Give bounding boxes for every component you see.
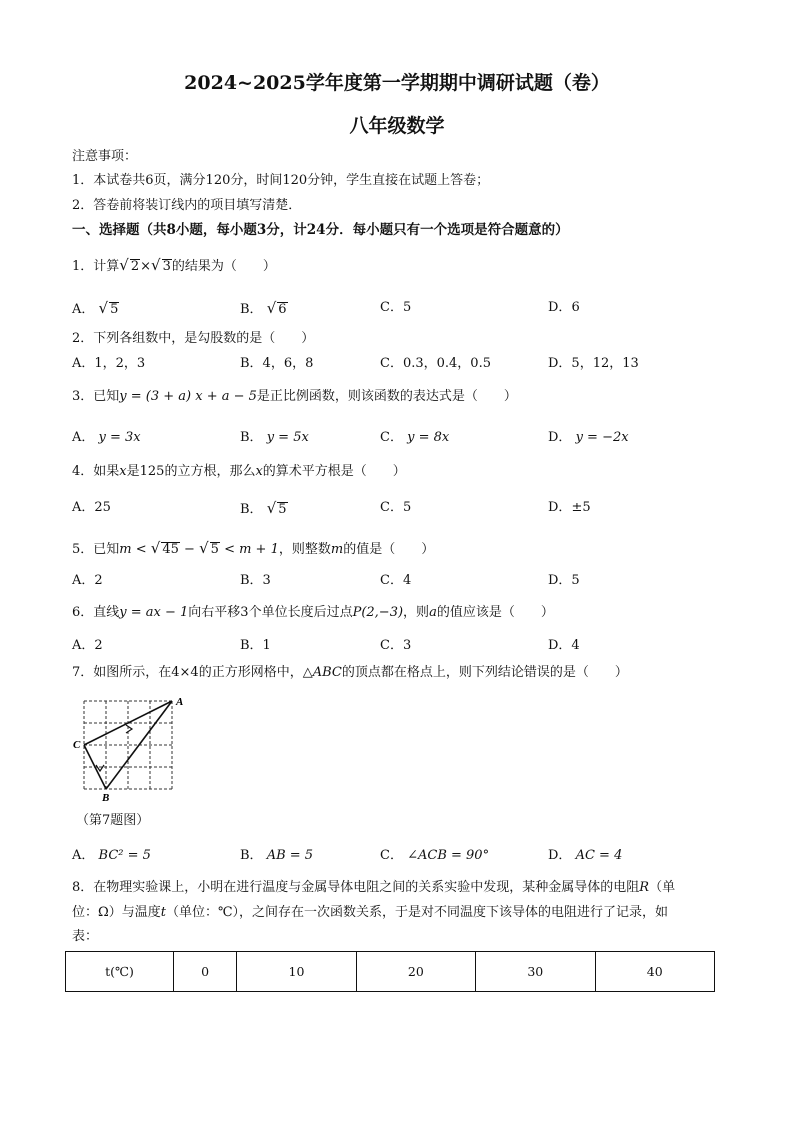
radicand: 3: [162, 259, 171, 274]
q1-option-d: D．6: [548, 300, 580, 315]
table-cell: 30: [476, 952, 595, 992]
question-8-line-2: 位：Ω）与温度t（单位：℃），之间存在一次函数关系，于是对不同温度下该导体的电阻进行了记录，如: [72, 905, 669, 920]
question-6-stem: 6．直线y = ax − 1向右平移3个单位长度后过点P(2,−3)，则a的值应该是（ ）: [72, 605, 554, 620]
triangle-grid-diagram: [70, 695, 200, 805]
q4-option-a: A．25: [72, 500, 111, 515]
q5-option-b: B．3: [240, 573, 271, 588]
table-row: [66, 952, 715, 992]
q2-option-a: A．1，2，3: [72, 356, 146, 371]
temperature-table: [65, 951, 715, 992]
grid-figure: [70, 695, 200, 805]
q5-option-a: A．2: [72, 573, 103, 588]
q6-option-d: D．4: [548, 638, 580, 653]
q6-option-a: A．2: [72, 638, 103, 653]
question-4-stem: 4．如果x是125的立方根，那么x的算术平方根是（ ）: [72, 464, 406, 479]
q4-option-c: C．5: [380, 500, 412, 515]
radicand: 2: [130, 259, 140, 274]
q3-option-c: C． y = 8x: [380, 430, 450, 445]
section-heading: 一、选择题（共8小题，每小题3分，计24分．每小题只有一个选项是符合题意的）: [72, 222, 569, 238]
question-8-line-1: 8．在物理实验课上，小明在进行温度与金属导体电阻之间的关系实验中发现，某种金属导体的电阻R（单: [72, 880, 676, 895]
q1-option-a: A． √ 5: [72, 299, 119, 317]
q3-option-d: D． y = −2x: [548, 430, 629, 445]
table-cell: 10: [237, 952, 356, 992]
table-header-cell: t(℃): [66, 952, 174, 992]
vertex-label-b: B: [102, 792, 110, 804]
note-item: 1．本试卷共6页，满分120分，时间120分钟，学生直接在试题上答卷；: [72, 173, 490, 188]
question-2-stem: 2．下列各组数中，是勾股数的是（ ）: [72, 331, 315, 346]
note-item: 2．答卷前将装订线内的项目填写清楚．: [72, 198, 302, 213]
q7-option-c: C． ∠ACB = 90°: [380, 848, 490, 863]
notes-heading: 注意事项：: [72, 149, 138, 164]
triangle-abc: [84, 701, 172, 789]
table-cell: 20: [356, 952, 475, 992]
q2-option-d: D．5，12，13: [548, 356, 639, 371]
q7-option-d: D． AC = 4: [548, 848, 623, 863]
figure-caption: （第7题图）: [76, 813, 150, 828]
question-7-stem: 7．如图所示，在4×4的正方形网格中，△ABC的顶点都在格点上，则下列结论错误的是（ ）: [72, 665, 628, 680]
vertex-label-c: C: [73, 739, 81, 751]
page-title: 2024~2025学年度第一学期期中调研试题（卷）: [184, 72, 610, 94]
q2-option-c: C．0.3，0.4，0.5: [380, 356, 491, 371]
question-5-stem: 5．已知m < √ 45 − √ 5 < m + 1，则整数m的值是（ ）: [72, 539, 435, 557]
question-1-stem: 1．计算√ 2×√ 3的结果为（ ）: [72, 256, 276, 274]
q5-option-d: D．5: [548, 573, 580, 588]
page-subtitle: 八年级数学: [349, 115, 445, 137]
table-cell: 40: [595, 952, 714, 992]
q6-option-b: B．1: [240, 638, 271, 653]
q6-option-c: C．3: [380, 638, 412, 653]
q7-option-b: B． AB = 5: [240, 848, 314, 863]
q1-option-c: C．5: [380, 300, 412, 315]
q1-option-b: B． √ 6: [240, 299, 287, 317]
q3-option-b: B． y = 5x: [240, 430, 309, 445]
q4-option-b: B． √ 5: [240, 499, 287, 517]
q7-option-a: A． BC² = 5: [72, 848, 151, 863]
table-cell: 0: [174, 952, 237, 992]
q4-option-d: D．±5: [548, 500, 591, 515]
grid-lines: [84, 701, 172, 789]
vertex-label-a: A: [176, 696, 184, 708]
math-expression: y = (3 + a) x + a − 5: [119, 389, 257, 404]
question-3-stem: 3．已知y = (3 + a) x + a − 5是正比例函数，则该函数的表达式是（ ）: [72, 389, 517, 404]
q2-option-b: B．4，6，8: [240, 356, 314, 371]
q5-option-c: C．4: [380, 573, 412, 588]
q3-option-a: A． y = 3x: [72, 430, 141, 445]
question-8-line-3: 表：: [72, 929, 99, 944]
